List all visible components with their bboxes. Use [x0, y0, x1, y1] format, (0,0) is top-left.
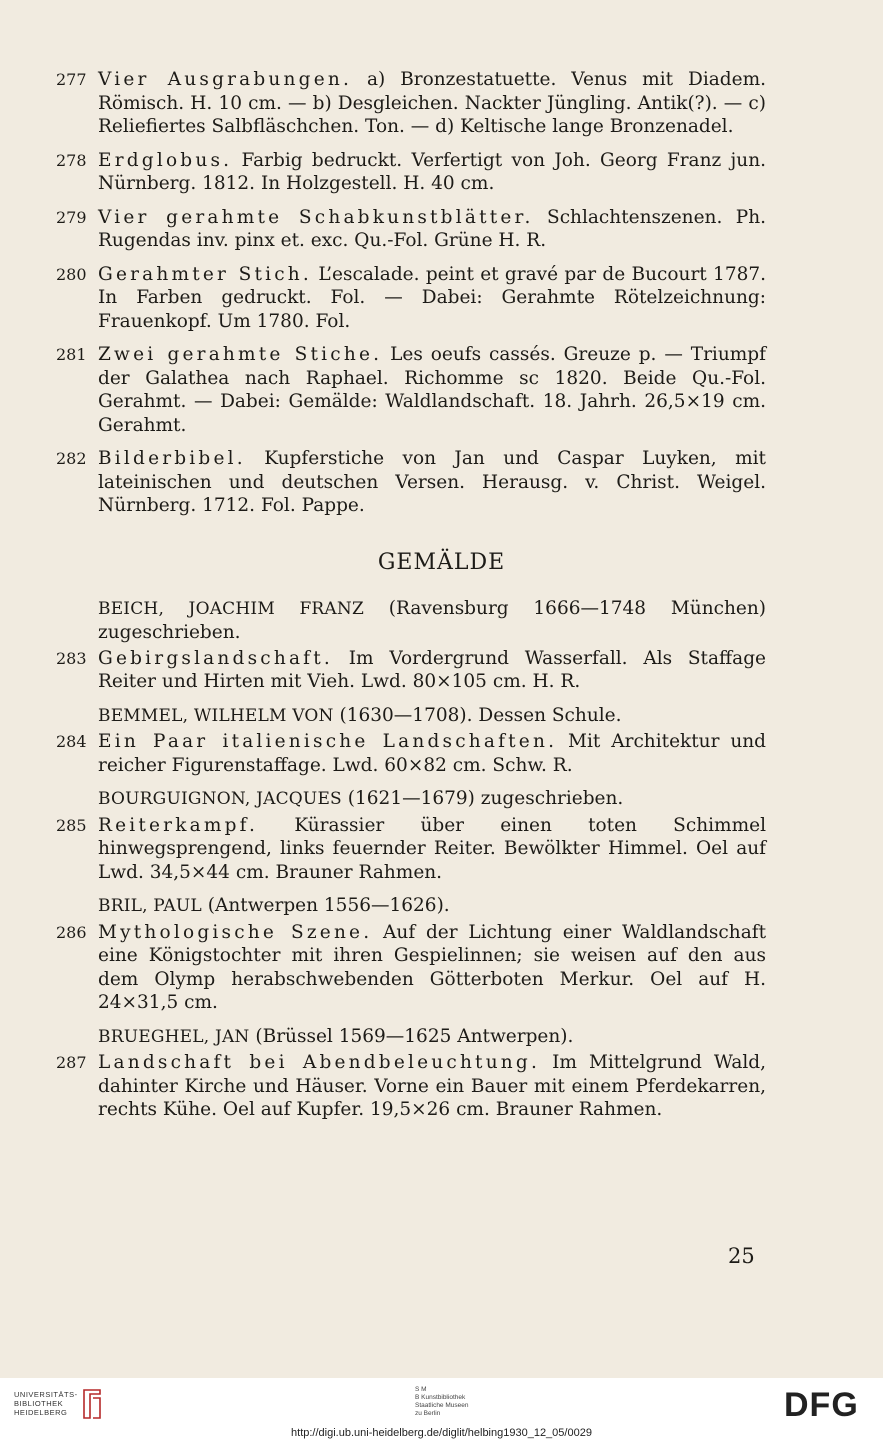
- artist-line: [98, 787, 766, 812]
- university-logo-line: HEIDELBERG: [14, 1408, 68, 1417]
- entry-number: 281: [56, 345, 87, 364]
- entry-text: Im Vordergrund Wasserfall. Als Staffage Reiter und Hirten mit Vieh. Lwd. 80×105 cm. H. R.: [98, 647, 766, 692]
- page-content: [0, 68, 883, 1132]
- artist-name: BOURGUIGNON, JACQUES: [98, 789, 342, 809]
- entry-number: 285: [56, 815, 87, 835]
- artist-block-beich: [0, 597, 883, 694]
- entry-title: Vier gerahmte Schabkunstblätter.: [98, 206, 534, 228]
- catalog-entry-277: [56, 68, 767, 139]
- digitization-footer: [0, 1378, 883, 1441]
- section-heading: GEMÄLDE: [377, 549, 506, 575]
- catalog-entry-278: [56, 149, 766, 196]
- entry-text: Kupferstiche von Jan und Caspar Luyken, mit lateinischen und deutschen Versen. Herausg. v. Christ. Weigel. Nürnberg. 1712. Fol. Pappe.: [98, 448, 766, 516]
- entry-title: Ein Paar italienische Landschaften.: [98, 731, 558, 752]
- museum-stamp: [415, 1386, 468, 1418]
- catalog-entry-280: [56, 263, 767, 334]
- artist-line: [98, 894, 766, 919]
- entry-number: 284: [56, 732, 87, 751]
- entry-text: Schlachtenszenen. Ph. Rugendas inv. pinx et. exc. Qu.-Fol. Grüne H. R.: [98, 206, 767, 251]
- entry-title: Gerahmter Stich.: [98, 263, 312, 285]
- artist-block-brueghel: [0, 1025, 883, 1122]
- stamp-line: zu Berlin: [415, 1410, 441, 1417]
- entry-number: 280: [56, 264, 87, 284]
- entry-text: Auf der Lichtung einer Waldlandschaft eine Königstochter mit ihren Gespielinnen; sie weisen auf den aus dem Olymp herabschwebenden Götterboten Merkur. Oel auf H. 24×31,5 cm.: [98, 921, 767, 1013]
- catalog-entry-286: [56, 921, 767, 1015]
- entry-title: Landschaft bei Abendbeleuchtung.: [98, 1052, 541, 1073]
- artist-name: BRIL, PAUL: [98, 896, 202, 916]
- catalog-entry-279: [56, 206, 767, 253]
- university-library-logo[interactable]: [14, 1390, 78, 1417]
- artist-line: [98, 597, 766, 645]
- source-url-link[interactable]: http://digi.ub.uni-heidelberg.de/diglit/helbing1930_12_05/0029: [291, 1427, 592, 1439]
- entry-number: 278: [56, 150, 87, 170]
- entry-number: 282: [56, 449, 87, 468]
- university-mark-icon: [80, 1386, 104, 1422]
- entry-title: Vier Ausgrabungen.: [98, 69, 353, 90]
- entry-title: Gebirgslandschaft.: [98, 647, 333, 669]
- catalog-entry-287: [56, 1051, 766, 1122]
- stamp-line: B Kunstbibliothek: [415, 1394, 466, 1401]
- entry-text: L’escalade. peint et gravé par de Bucourt 1787. In Farben gedruckt. Fol. — Dabei: Gerahmte Rötelzeichnung: Frauenkopf. Um 1780. Fol.: [98, 263, 767, 332]
- artist-info: (Ravensburg 1666—1748 München) zugeschrieben.: [98, 597, 766, 643]
- entry-text: Kürassier über einen toten Schimmel hinwegsprengend, links feuernder Reiter. Bewölkter Himmel. Oel auf Lwd. 34,5×44 cm. Brauner Rahmen.: [98, 814, 766, 883]
- entry-number: 283: [56, 648, 87, 668]
- catalog-entry-284: [56, 730, 766, 777]
- entry-number: 279: [56, 207, 87, 227]
- artist-info: (Antwerpen 1556—1626).: [201, 895, 450, 916]
- university-logo-line: BIBLIOTHEK: [14, 1399, 64, 1408]
- entry-number: 277: [56, 70, 87, 89]
- artist-block-bril: [0, 894, 883, 1015]
- catalog-entry-283: [56, 647, 766, 694]
- catalog-entry-282: [56, 447, 766, 518]
- entry-title: Bilderbibel.: [98, 448, 246, 469]
- artist-name: BRUEGHEL, JAN: [98, 1026, 250, 1047]
- artist-line: [98, 1025, 766, 1050]
- artist-info: (1630—1708). Dessen Schule.: [333, 704, 622, 726]
- artist-name: BEICH, JOACHIM FRANZ: [98, 598, 364, 619]
- artist-name: BEMMEL, WILHELM VON: [98, 705, 334, 726]
- entry-title: Zwei gerahmte Stiche.: [98, 344, 383, 365]
- entry-text: Farbig bedruckt. Verfertigt von Joh. Georg Franz jun. Nürnberg. 1812. In Holzgestell. H. 40 cm.: [98, 149, 766, 194]
- stamp-line: Staatliche Museen: [415, 1402, 469, 1409]
- entry-title: Reiterkampf.: [98, 814, 259, 836]
- artist-block-bourguignon: [0, 787, 883, 884]
- entry-text: Les oeufs cassés. Greuze p. — Triumpf der Galathea nach Raphael. Richomme sc 1820. Beide Qu.-Fol. Gerahmt. — Dabei: Gemälde: Waldlandschaft. 18. Jahrh. 26,5×19 cm. Gerahmt.: [98, 344, 766, 436]
- entry-title: Mythologische Szene.: [98, 921, 373, 943]
- entry-number: 286: [56, 922, 87, 942]
- artist-block-bemmel: [0, 704, 883, 778]
- entry-text: Im Mittelgrund Wald, dahinter Kirche und Häuser. Vorne ein Bauer mit einem Pferdekarren, rechts Kühe. Oel auf Kupfer. 19,5×26 cm. Brauner Rahmen.: [98, 1052, 766, 1120]
- artist-line: [98, 704, 766, 729]
- artist-info: (Brüssel 1569—1625 Antwerpen).: [249, 1025, 574, 1047]
- catalog-entry-285: [56, 814, 766, 885]
- entry-text: a) Bronzestatuette. Venus mit Diadem. Römisch. H. 10 cm. — b) Desgleichen. Nackter Jüngling. Antik(?). — c) Reliefiertes Salbfläschchen. Ton. — d) Keltische lange Bronzenadel.: [98, 69, 767, 137]
- dfg-logo[interactable]: DFG: [784, 1386, 859, 1424]
- stamp-line: S M: [415, 1386, 427, 1393]
- page-number: 25: [728, 1244, 755, 1268]
- catalog-entry-281: [56, 343, 766, 437]
- entry-number: 287: [56, 1053, 87, 1072]
- entry-title: Erdglobus.: [98, 149, 233, 171]
- university-logo-line: UNIVERSITÄTS-: [14, 1390, 78, 1399]
- entry-text: Mit Architektur und reicher Figurenstaffage. Lwd. 60×82 cm. Schw. R.: [98, 731, 766, 776]
- artist-info: (1621—1679) zugeschrieben.: [341, 788, 624, 809]
